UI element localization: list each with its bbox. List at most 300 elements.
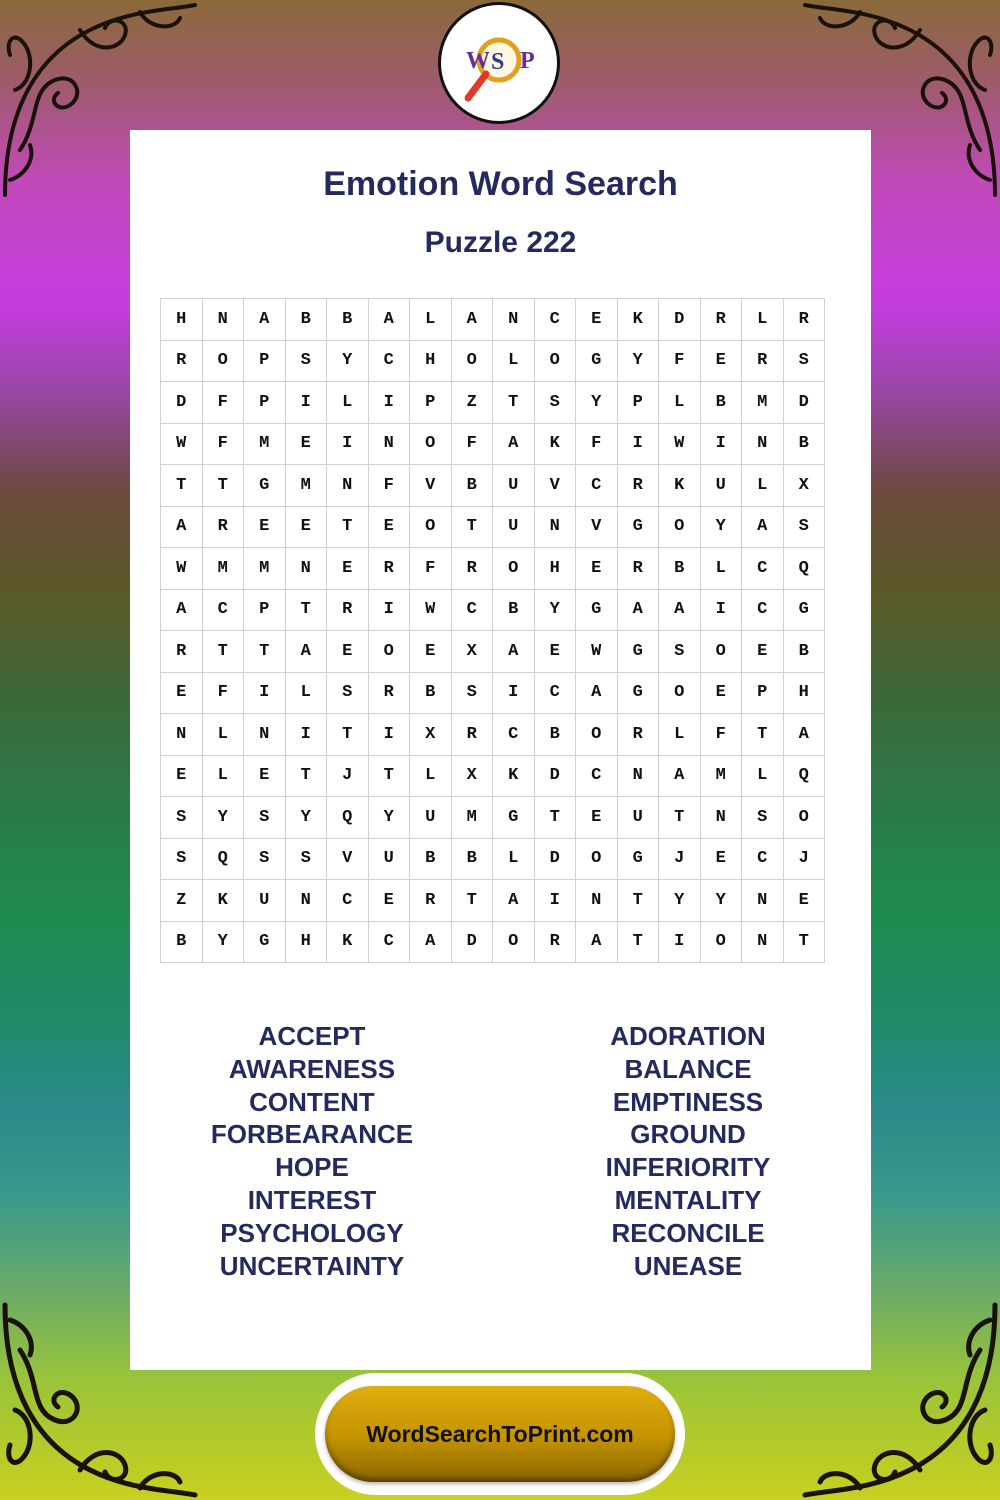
grid-cell[interactable]: R bbox=[327, 589, 369, 631]
grid-cell[interactable]: T bbox=[742, 714, 784, 756]
grid-cell[interactable]: V bbox=[534, 465, 576, 507]
word-item: ACCEPT bbox=[258, 1021, 366, 1051]
grid-cell[interactable]: R bbox=[700, 299, 742, 341]
grid-cell[interactable]: E bbox=[285, 506, 327, 548]
grid-cell[interactable]: C bbox=[742, 838, 784, 880]
grid-cell[interactable]: Y bbox=[700, 506, 742, 548]
word-item: INFERIORITY bbox=[605, 1152, 771, 1183]
grid-cell[interactable]: F bbox=[202, 423, 244, 465]
word-item: AWARENESS bbox=[228, 1053, 396, 1084]
grid-cell[interactable]: I bbox=[534, 880, 576, 922]
grid-cell[interactable]: Y bbox=[617, 340, 659, 382]
word-item: EMPTINESS bbox=[612, 1086, 764, 1117]
grid-cell[interactable]: N bbox=[327, 465, 369, 507]
grid-cell[interactable]: T bbox=[783, 921, 825, 963]
grid-cell[interactable]: N bbox=[700, 797, 742, 839]
grid-cell[interactable]: C bbox=[202, 589, 244, 631]
grid-cell[interactable]: S bbox=[161, 838, 203, 880]
grid-cell[interactable]: E bbox=[700, 672, 742, 714]
grid-cell[interactable]: T bbox=[202, 465, 244, 507]
word-item: CONTENT bbox=[249, 1086, 375, 1117]
puzzle-sheet bbox=[130, 130, 871, 1370]
grid-cell[interactable]: U bbox=[617, 797, 659, 839]
grid-cell[interactable]: C bbox=[534, 672, 576, 714]
grid-cell[interactable]: B bbox=[161, 921, 203, 963]
grid-cell[interactable]: Q bbox=[202, 838, 244, 880]
grid-cell[interactable]: A bbox=[451, 299, 493, 341]
grid-cell[interactable]: F bbox=[659, 340, 701, 382]
grid-cell[interactable]: N bbox=[202, 299, 244, 341]
grid-cell[interactable]: C bbox=[742, 589, 784, 631]
grid-cell[interactable]: L bbox=[410, 755, 452, 797]
grid-cell[interactable]: C bbox=[742, 548, 784, 590]
grid-cell[interactable]: S bbox=[161, 797, 203, 839]
grid-cell[interactable]: Y bbox=[285, 797, 327, 839]
grid-cell[interactable]: E bbox=[410, 631, 452, 673]
grid-cell[interactable]: C bbox=[368, 921, 410, 963]
grid-cell[interactable]: S bbox=[783, 340, 825, 382]
grid-cell[interactable]: E bbox=[244, 506, 286, 548]
grid-cell[interactable]: L bbox=[410, 299, 452, 341]
grid-cell[interactable]: G bbox=[576, 340, 618, 382]
grid-cell[interactable]: P bbox=[244, 340, 286, 382]
grid-cell[interactable]: G bbox=[617, 631, 659, 673]
grid-cell[interactable]: Y bbox=[700, 880, 742, 922]
grid-cell[interactable]: A bbox=[493, 880, 535, 922]
magnifier-icon bbox=[444, 8, 554, 118]
grid-cell[interactable]: I bbox=[327, 423, 369, 465]
grid-cell[interactable]: B bbox=[327, 299, 369, 341]
grid-cell[interactable]: I bbox=[368, 382, 410, 424]
grid-cell[interactable]: J bbox=[327, 755, 369, 797]
grid-cell[interactable]: A bbox=[368, 299, 410, 341]
grid-row bbox=[161, 506, 825, 548]
grid-cell[interactable]: O bbox=[576, 714, 618, 756]
grid-cell[interactable]: A bbox=[617, 589, 659, 631]
grid-cell[interactable]: B bbox=[451, 465, 493, 507]
grid-row bbox=[161, 423, 825, 465]
grid-cell[interactable]: F bbox=[202, 382, 244, 424]
grid-cell[interactable]: F bbox=[202, 672, 244, 714]
grid-cell[interactable]: D bbox=[534, 838, 576, 880]
grid-row bbox=[161, 672, 825, 714]
grid-cell[interactable]: G bbox=[783, 589, 825, 631]
grid-cell[interactable]: V bbox=[410, 465, 452, 507]
grid-cell[interactable]: V bbox=[327, 838, 369, 880]
grid-cell[interactable]: R bbox=[161, 340, 203, 382]
grid-cell[interactable]: X bbox=[783, 465, 825, 507]
grid-cell[interactable]: E bbox=[576, 797, 618, 839]
grid-cell[interactable]: L bbox=[493, 838, 535, 880]
grid-cell[interactable]: I bbox=[368, 589, 410, 631]
grid-cell[interactable]: F bbox=[451, 423, 493, 465]
grid-cell[interactable]: Y bbox=[202, 921, 244, 963]
grid-row bbox=[161, 921, 825, 963]
grid-cell[interactable]: S bbox=[659, 631, 701, 673]
grid-cell[interactable]: W bbox=[410, 589, 452, 631]
logo-letter-p: P bbox=[520, 48, 535, 74]
grid-cell[interactable]: N bbox=[534, 506, 576, 548]
grid-cell[interactable]: B bbox=[700, 382, 742, 424]
grid-cell[interactable]: L bbox=[742, 299, 784, 341]
grid-cell[interactable]: Y bbox=[202, 797, 244, 839]
grid-cell[interactable]: S bbox=[451, 672, 493, 714]
grid-cell[interactable]: A bbox=[410, 921, 452, 963]
grid-cell[interactable]: N bbox=[368, 423, 410, 465]
grid-cell[interactable]: P bbox=[617, 382, 659, 424]
grid-cell[interactable]: T bbox=[161, 465, 203, 507]
grid-cell[interactable]: M bbox=[285, 465, 327, 507]
grid-cell[interactable]: H bbox=[783, 672, 825, 714]
page-title: Emotion Word Search bbox=[323, 165, 678, 203]
grid-cell[interactable]: F bbox=[368, 465, 410, 507]
grid-cell[interactable]: T bbox=[244, 631, 286, 673]
grid-row bbox=[161, 755, 825, 797]
grid-cell[interactable]: N bbox=[576, 880, 618, 922]
grid-row bbox=[161, 880, 825, 922]
grid-cell[interactable]: M bbox=[700, 755, 742, 797]
grid-cell[interactable]: R bbox=[783, 299, 825, 341]
grid-cell[interactable]: G bbox=[244, 921, 286, 963]
grid-cell[interactable]: G bbox=[617, 672, 659, 714]
grid-cell[interactable]: T bbox=[285, 755, 327, 797]
grid-cell[interactable]: T bbox=[327, 714, 369, 756]
grid-cell[interactable]: W bbox=[659, 423, 701, 465]
grid-cell[interactable]: I bbox=[285, 714, 327, 756]
grid-cell[interactable]: F bbox=[700, 714, 742, 756]
grid-cell[interactable]: E bbox=[161, 672, 203, 714]
grid-cell[interactable]: M bbox=[202, 548, 244, 590]
grid-cell[interactable]: C bbox=[534, 299, 576, 341]
grid-row bbox=[161, 797, 825, 839]
grid-cell[interactable]: W bbox=[576, 631, 618, 673]
grid-cell[interactable]: T bbox=[285, 589, 327, 631]
grid-cell[interactable]: S bbox=[285, 340, 327, 382]
grid-cell[interactable]: J bbox=[783, 838, 825, 880]
grid-cell[interactable]: T bbox=[617, 921, 659, 963]
grid-cell[interactable]: L bbox=[202, 755, 244, 797]
grid-cell[interactable]: L bbox=[327, 382, 369, 424]
word-item: MENTALITY bbox=[614, 1184, 762, 1215]
grid-cell[interactable]: E bbox=[368, 880, 410, 922]
grid-cell[interactable]: E bbox=[742, 631, 784, 673]
grid-cell[interactable]: N bbox=[244, 714, 286, 756]
grid-cell[interactable]: D bbox=[451, 921, 493, 963]
word-item: HOPE bbox=[275, 1152, 349, 1183]
grid-cell[interactable]: B bbox=[493, 589, 535, 631]
grid-cell[interactable]: T bbox=[659, 797, 701, 839]
grid-cell[interactable]: A bbox=[244, 299, 286, 341]
footer-badge bbox=[315, 1373, 685, 1495]
grid-cell[interactable]: N bbox=[285, 548, 327, 590]
grid-cell[interactable]: K bbox=[659, 465, 701, 507]
grid-row bbox=[161, 299, 825, 341]
grid-cell[interactable]: E bbox=[161, 755, 203, 797]
grid-cell[interactable]: E bbox=[576, 299, 618, 341]
grid-cell[interactable]: M bbox=[244, 423, 286, 465]
grid-cell[interactable]: F bbox=[576, 423, 618, 465]
grid-cell[interactable]: E bbox=[285, 423, 327, 465]
grid-cell[interactable]: U bbox=[700, 465, 742, 507]
grid-cell[interactable]: V bbox=[576, 506, 618, 548]
grid-cell[interactable]: A bbox=[161, 506, 203, 548]
grid-row bbox=[161, 548, 825, 590]
grid-cell[interactable]: O bbox=[659, 672, 701, 714]
grid-cell[interactable]: R bbox=[161, 631, 203, 673]
grid-cell[interactable]: A bbox=[742, 506, 784, 548]
grid-cell[interactable]: O bbox=[451, 340, 493, 382]
word-list-right bbox=[538, 1020, 838, 1282]
word-item: BALANCE bbox=[624, 1053, 752, 1084]
grid-cell[interactable]: O bbox=[700, 921, 742, 963]
grid-cell[interactable]: I bbox=[285, 382, 327, 424]
grid-cell[interactable]: P bbox=[244, 382, 286, 424]
grid-cell[interactable]: D bbox=[659, 299, 701, 341]
grid-row bbox=[161, 340, 825, 382]
word-item: INTEREST bbox=[247, 1184, 377, 1215]
grid-cell[interactable]: M bbox=[244, 548, 286, 590]
grid-cell[interactable]: E bbox=[327, 548, 369, 590]
grid-cell[interactable]: S bbox=[534, 382, 576, 424]
grid-row bbox=[161, 465, 825, 507]
grid-cell[interactable]: N bbox=[742, 921, 784, 963]
grid-cell[interactable]: Q bbox=[783, 755, 825, 797]
grid-cell[interactable]: Q bbox=[783, 548, 825, 590]
grid-cell[interactable]: C bbox=[327, 880, 369, 922]
grid-cell[interactable]: D bbox=[161, 382, 203, 424]
grid-cell[interactable]: Z bbox=[161, 880, 203, 922]
grid-cell[interactable]: P bbox=[410, 382, 452, 424]
word-item: GROUND bbox=[630, 1119, 746, 1150]
grid-cell[interactable]: E bbox=[576, 548, 618, 590]
grid-cell[interactable]: T bbox=[327, 506, 369, 548]
word-item: UNCERTAINTY bbox=[219, 1250, 405, 1281]
grid-cell[interactable]: A bbox=[161, 589, 203, 631]
grid-cell[interactable]: R bbox=[202, 506, 244, 548]
grid-cell[interactable]: Y bbox=[534, 589, 576, 631]
grid-cell[interactable]: S bbox=[742, 797, 784, 839]
grid-cell[interactable]: O bbox=[368, 631, 410, 673]
grid-cell[interactable]: N bbox=[742, 880, 784, 922]
grid-cell[interactable]: O bbox=[493, 548, 535, 590]
grid-cell[interactable]: G bbox=[576, 589, 618, 631]
grid-cell[interactable]: D bbox=[783, 382, 825, 424]
grid-cell[interactable]: U bbox=[410, 797, 452, 839]
word-item: FORBEARANCE bbox=[210, 1119, 414, 1150]
grid-cell[interactable]: U bbox=[244, 880, 286, 922]
grid-cell[interactable]: Z bbox=[451, 382, 493, 424]
grid-cell[interactable]: A bbox=[285, 631, 327, 673]
grid-cell[interactable]: B bbox=[285, 299, 327, 341]
grid-cell[interactable]: B bbox=[534, 714, 576, 756]
grid-cell[interactable]: Y bbox=[576, 382, 618, 424]
grid-cell[interactable]: R bbox=[617, 714, 659, 756]
grid-cell[interactable]: K bbox=[202, 880, 244, 922]
grid-cell[interactable]: F bbox=[410, 548, 452, 590]
grid-cell[interactable]: U bbox=[493, 465, 535, 507]
grid-cell[interactable]: R bbox=[617, 465, 659, 507]
grid-cell[interactable]: W bbox=[161, 423, 203, 465]
grid-cell[interactable]: Q bbox=[327, 797, 369, 839]
grid-cell[interactable]: R bbox=[451, 714, 493, 756]
grid-cell[interactable]: K bbox=[493, 755, 535, 797]
grid-cell[interactable]: A bbox=[493, 423, 535, 465]
website-link[interactable]: WordSearchToPrint.com bbox=[325, 1386, 675, 1482]
grid-cell[interactable]: T bbox=[451, 506, 493, 548]
grid-cell[interactable]: O bbox=[576, 838, 618, 880]
grid-cell[interactable]: O bbox=[783, 797, 825, 839]
grid-cell[interactable]: L bbox=[493, 340, 535, 382]
grid-cell[interactable]: R bbox=[534, 921, 576, 963]
grid-cell[interactable]: O bbox=[659, 506, 701, 548]
grid-cell[interactable]: B bbox=[410, 672, 452, 714]
grid-cell[interactable]: S bbox=[244, 838, 286, 880]
grid-cell[interactable]: Y bbox=[659, 880, 701, 922]
grid-cell[interactable]: B bbox=[783, 423, 825, 465]
grid-cell[interactable]: L bbox=[742, 755, 784, 797]
word-list-left bbox=[162, 1020, 462, 1282]
grid-cell[interactable]: H bbox=[534, 548, 576, 590]
grid-cell[interactable]: P bbox=[742, 672, 784, 714]
grid-cell[interactable]: R bbox=[368, 548, 410, 590]
logo-letter-w: W bbox=[466, 48, 490, 74]
letter-grid bbox=[160, 298, 825, 963]
grid-cell[interactable]: Y bbox=[327, 340, 369, 382]
grid-cell[interactable]: K bbox=[617, 299, 659, 341]
logo-letter-s: S bbox=[491, 49, 505, 75]
grid-cell[interactable]: I bbox=[368, 714, 410, 756]
grid-cell[interactable]: G bbox=[617, 506, 659, 548]
grid-row bbox=[161, 838, 825, 880]
grid-cell[interactable]: T bbox=[534, 797, 576, 839]
grid-cell[interactable]: L bbox=[285, 672, 327, 714]
puzzle-number: Puzzle 222 bbox=[424, 226, 577, 259]
grid-cell[interactable]: J bbox=[659, 838, 701, 880]
grid-cell[interactable]: A bbox=[576, 921, 618, 963]
grid-cell[interactable]: R bbox=[451, 548, 493, 590]
grid-cell[interactable]: C bbox=[368, 340, 410, 382]
grid-cell[interactable]: R bbox=[410, 880, 452, 922]
grid-cell[interactable]: B bbox=[783, 631, 825, 673]
grid-cell[interactable]: I bbox=[617, 423, 659, 465]
grid-cell[interactable]: L bbox=[742, 465, 784, 507]
grid-cell[interactable]: H bbox=[285, 921, 327, 963]
grid-cell[interactable]: S bbox=[783, 506, 825, 548]
grid-cell[interactable]: M bbox=[742, 382, 784, 424]
grid-cell[interactable]: G bbox=[493, 797, 535, 839]
grid-cell[interactable]: U bbox=[493, 506, 535, 548]
grid-cell[interactable]: T bbox=[451, 880, 493, 922]
grid-cell[interactable]: C bbox=[576, 465, 618, 507]
grid-cell[interactable]: K bbox=[327, 921, 369, 963]
grid-cell[interactable]: O bbox=[410, 506, 452, 548]
grid-cell[interactable]: X bbox=[451, 755, 493, 797]
grid-cell[interactable]: L bbox=[202, 714, 244, 756]
grid-cell[interactable]: O bbox=[534, 340, 576, 382]
word-item: RECONCILE bbox=[611, 1217, 765, 1248]
grid-cell[interactable]: N bbox=[285, 880, 327, 922]
grid-cell[interactable]: A bbox=[576, 672, 618, 714]
grid-cell[interactable]: H bbox=[161, 299, 203, 341]
grid-cell[interactable]: L bbox=[659, 714, 701, 756]
grid-cell[interactable]: S bbox=[244, 797, 286, 839]
grid-cell[interactable]: A bbox=[659, 755, 701, 797]
grid-cell[interactable]: X bbox=[410, 714, 452, 756]
word-item: PSYCHOLOGY bbox=[220, 1217, 404, 1248]
grid-cell[interactable]: X bbox=[451, 631, 493, 673]
grid-cell[interactable]: Y bbox=[368, 797, 410, 839]
grid-cell[interactable]: E bbox=[783, 880, 825, 922]
grid-cell[interactable]: C bbox=[493, 714, 535, 756]
grid-cell[interactable]: N bbox=[493, 299, 535, 341]
grid-cell[interactable]: L bbox=[659, 382, 701, 424]
grid-cell[interactable]: E bbox=[244, 755, 286, 797]
grid-cell[interactable]: O bbox=[700, 631, 742, 673]
word-item: UNEASE bbox=[633, 1250, 743, 1281]
grid-cell[interactable]: I bbox=[700, 423, 742, 465]
grid-cell[interactable]: E bbox=[534, 631, 576, 673]
grid-cell[interactable]: I bbox=[493, 672, 535, 714]
grid-cell[interactable]: K bbox=[534, 423, 576, 465]
grid-cell[interactable]: S bbox=[285, 838, 327, 880]
grid-row bbox=[161, 382, 825, 424]
grid-cell[interactable]: I bbox=[244, 672, 286, 714]
grid-cell[interactable]: I bbox=[659, 921, 701, 963]
grid-cell[interactable]: E bbox=[700, 838, 742, 880]
grid-cell[interactable]: R bbox=[368, 672, 410, 714]
grid-cell[interactable]: A bbox=[659, 589, 701, 631]
grid-cell[interactable]: N bbox=[617, 755, 659, 797]
grid-cell[interactable]: C bbox=[451, 589, 493, 631]
grid-cell[interactable]: N bbox=[161, 714, 203, 756]
grid-cell[interactable]: R bbox=[617, 548, 659, 590]
grid-cell[interactable]: B bbox=[659, 548, 701, 590]
grid-cell[interactable]: R bbox=[742, 340, 784, 382]
site-logo[interactable] bbox=[438, 2, 560, 124]
word-item: ADORATION bbox=[610, 1021, 766, 1051]
grid-cell[interactable]: I bbox=[700, 589, 742, 631]
grid-row bbox=[161, 631, 825, 673]
grid-cell[interactable]: T bbox=[493, 382, 535, 424]
grid-cell[interactable]: U bbox=[368, 838, 410, 880]
grid-cell[interactable]: G bbox=[244, 465, 286, 507]
grid-cell[interactable]: D bbox=[534, 755, 576, 797]
grid-cell[interactable]: E bbox=[700, 340, 742, 382]
grid-cell[interactable]: C bbox=[576, 755, 618, 797]
grid-cell[interactable]: G bbox=[617, 838, 659, 880]
grid-cell[interactable]: O bbox=[202, 340, 244, 382]
grid-cell[interactable]: L bbox=[700, 548, 742, 590]
grid-cell[interactable]: O bbox=[410, 423, 452, 465]
grid-cell[interactable]: T bbox=[617, 880, 659, 922]
grid-cell[interactable]: A bbox=[493, 631, 535, 673]
grid-row bbox=[161, 714, 825, 756]
grid-cell[interactable]: P bbox=[244, 589, 286, 631]
grid-cell[interactable]: H bbox=[410, 340, 452, 382]
grid-cell[interactable]: T bbox=[202, 631, 244, 673]
grid-cell[interactable]: S bbox=[327, 672, 369, 714]
grid-cell[interactable]: A bbox=[783, 714, 825, 756]
grid-cell[interactable]: W bbox=[161, 548, 203, 590]
grid-cell[interactable]: B bbox=[451, 838, 493, 880]
grid-cell[interactable]: B bbox=[410, 838, 452, 880]
grid-cell[interactable]: E bbox=[368, 506, 410, 548]
grid-cell[interactable]: T bbox=[368, 755, 410, 797]
grid-cell[interactable]: O bbox=[493, 921, 535, 963]
grid-cell[interactable]: N bbox=[742, 423, 784, 465]
grid-cell[interactable]: M bbox=[451, 797, 493, 839]
grid-cell[interactable]: E bbox=[327, 631, 369, 673]
